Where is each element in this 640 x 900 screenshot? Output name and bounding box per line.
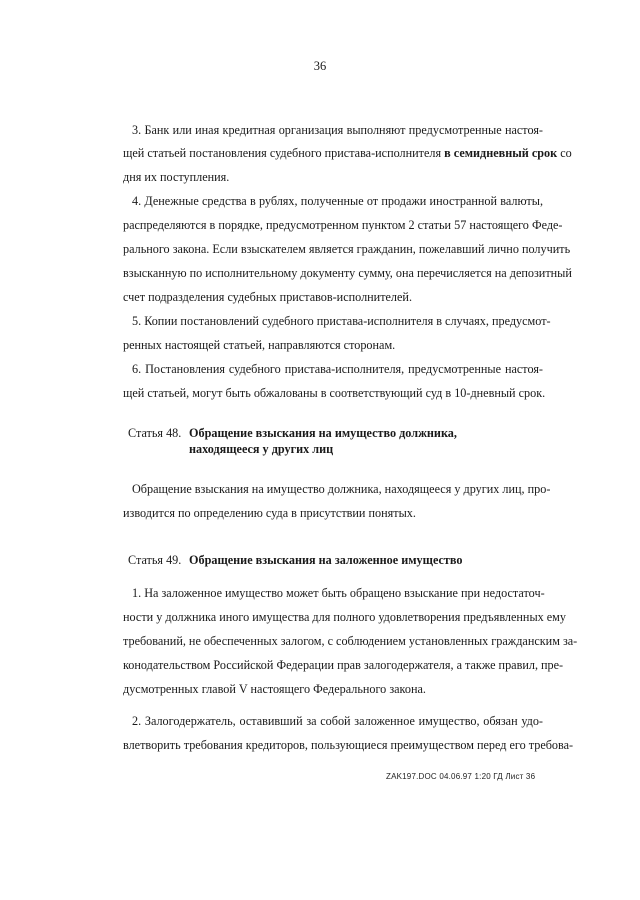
paragraph-3-line-3: дня их поступления. bbox=[123, 170, 230, 184]
article-49-line-2: ности у должника иного имущества для полного удовлетворения предъявленных ему bbox=[123, 610, 566, 624]
page-number: 36 bbox=[313, 59, 327, 73]
article-48-line-1: Обращение взыскания на имущество должника, находящееся у других лиц, про- bbox=[132, 482, 551, 496]
paragraph-4-line-4: взысканную по исполнительному документу сумму, она перечисляется на депозитный bbox=[123, 266, 572, 280]
article-49-line-6: 2. Залогодержатель, оставивший за собой заложенное имущество, обязан удо- bbox=[132, 714, 543, 728]
paragraph-3-line-1: 3. Банк или иная кредитная организация выполняют предусмотренные настоя- bbox=[132, 123, 543, 137]
paragraph-5-line-2: ренных настоящей статьей, направляются сторонам. bbox=[123, 338, 396, 352]
document-footer: ZAK197.DOC 04.06.97 1:20 ГД Лист 36 bbox=[386, 772, 536, 781]
paragraph-6-line-2: щей статьей, могут быть обжалованы в соответствующий суд в 10-дневный срок. bbox=[123, 386, 546, 400]
article-48-title-line-2: находящееся у других лиц bbox=[189, 442, 334, 456]
paragraph-6-line-1: 6. Постановления судебного пристава-исполнителя, предусмотренные настоя- bbox=[132, 362, 543, 376]
article-49-line-7: влетворить требования кредиторов, пользующиеся преимуществом перед его требова- bbox=[123, 738, 574, 752]
paragraph-3-line-2-end: со bbox=[557, 146, 572, 160]
paragraph-4-line-2: распределяются в порядке, предусмотренном пунктом 2 статьи 57 настоящего Феде- bbox=[123, 218, 563, 232]
article-48-line-2: изводится по определению суда в присутствии понятых. bbox=[123, 506, 416, 520]
article-49-label: Статья 49. bbox=[128, 553, 182, 567]
paragraph-4-line-1: 4. Денежные средства в рублях, полученные от продажи иностранной валюты, bbox=[132, 194, 543, 208]
paragraph-4-line-3: рального закона. Если взыскателем является гражданин, пожелавший лично получить bbox=[123, 242, 571, 256]
article-49-line-4: конодательством Российской Федерации прав залогодержателя, а также правил, пре- bbox=[123, 658, 564, 672]
article-48-title-line-1: Обращение взыскания на имущество должника, bbox=[189, 426, 457, 440]
paragraph-3-line-2-text: щей статьей постановления судебного пристава-исполнителя bbox=[123, 146, 445, 160]
article-49-line-1: 1. На заложенное имущество может быть обращено взыскание при недостаточ- bbox=[132, 586, 545, 600]
paragraph-4-line-5: счет подразделения судебных приставов-исполнителей. bbox=[123, 290, 412, 304]
article-49-line-5: дусмотренных главой V настоящего Федерального закона. bbox=[123, 682, 426, 696]
article-49-title: Обращение взыскания на заложенное имущество bbox=[189, 553, 463, 567]
article-49-line-3: требований, не обеспеченных залогом, с соблюдением установленных гражданским за- bbox=[123, 634, 578, 648]
article-48-label: Статья 48. bbox=[128, 426, 182, 440]
paragraph-3-bold-term: в семидневный срок bbox=[444, 146, 558, 160]
paragraph-3-line-2 bbox=[123, 145, 572, 161]
paragraph-5-line-1: 5. Копии постановлений судебного пристава-исполнителя в случаях, предусмот- bbox=[132, 314, 551, 328]
